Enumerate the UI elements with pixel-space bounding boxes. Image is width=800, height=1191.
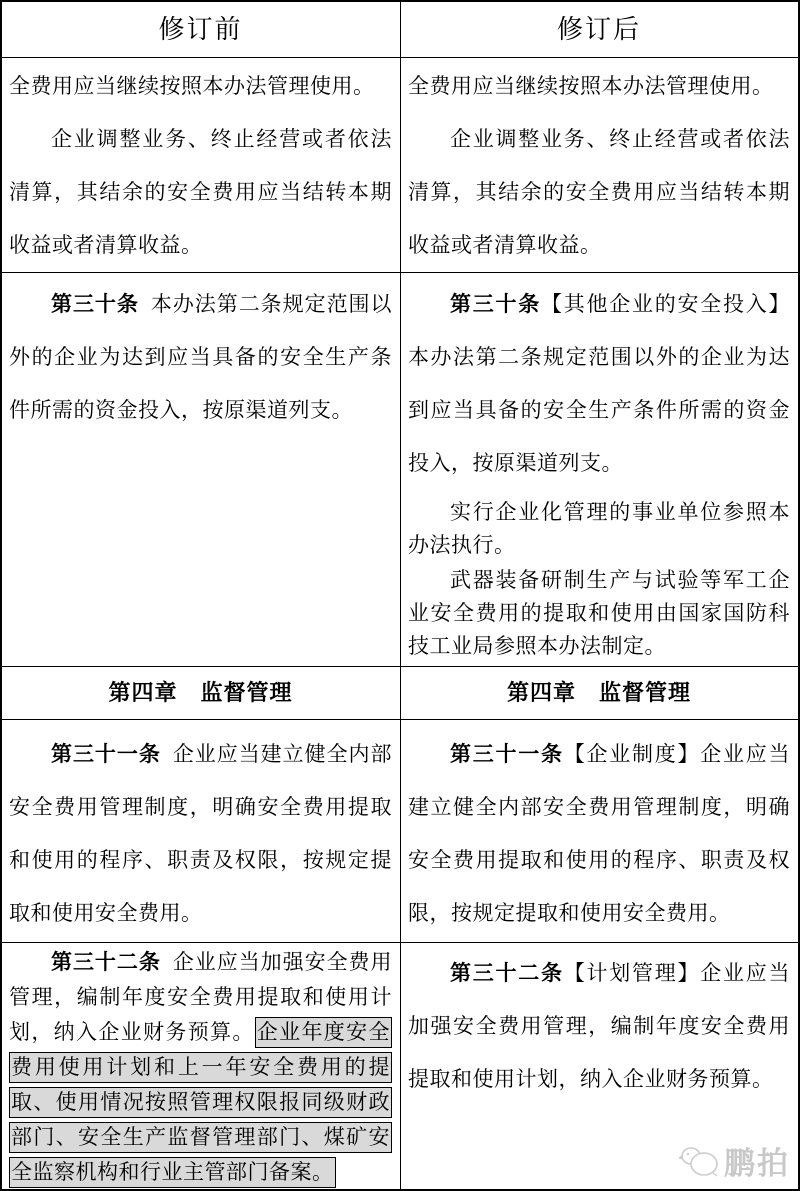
article-body: 企业应当建立健全内部安全费用管理制度，明确安全费用提取和使用的程序、职责及权限，按规定提取和使用安全费用。 xyxy=(408,743,790,925)
chapter-heading-before xyxy=(2,666,400,719)
paragraph xyxy=(9,728,392,940)
cell-transition-after xyxy=(400,57,798,272)
paragraph xyxy=(408,947,790,1106)
article-label: 【计划管理】 xyxy=(563,962,701,985)
article-body: 企业应当加强安全费用管理，编制年度安全费用提取和使用计划，纳入企业财务预算。 xyxy=(408,962,790,1091)
article-number: 第三十一条 xyxy=(51,743,161,766)
article-number: 第三十条 xyxy=(51,293,139,316)
chapter-heading-after xyxy=(400,666,798,719)
penpai-bird-icon xyxy=(679,1143,721,1179)
cell-article31-after xyxy=(400,719,798,942)
watermark-label: 鹏拍 xyxy=(724,1146,790,1181)
article-number: 第三十条 xyxy=(450,293,541,316)
watermark xyxy=(679,1138,790,1183)
column-header-before xyxy=(2,2,400,57)
article-number: 第三十一条 xyxy=(450,743,564,766)
paragraph: 武器装备研制生产与试验等军工企业安全费用的提取和使用由国家国防科技工业局参照本办法制定。 xyxy=(408,569,790,658)
column-header-after xyxy=(400,2,798,57)
article-number: 第三十二条 xyxy=(51,951,161,974)
article-body: 本办法第二条规定范围以外的企业为达到应当具备的安全生产条件所需的资金投入，按原渠道列支。 xyxy=(9,293,393,422)
article-number: 第三十二条 xyxy=(450,962,564,985)
chapter-heading-label: 第四章 监督管理 xyxy=(108,680,293,705)
paragraph xyxy=(408,278,790,490)
paragraph: 全费用应当继续按照本办法管理使用。 xyxy=(408,75,774,98)
paragraph: 全费用应当继续按照本办法管理使用。 xyxy=(9,75,375,98)
cell-article30-before xyxy=(2,272,400,666)
column-header-before-label: 修订前 xyxy=(158,14,243,44)
paragraph xyxy=(408,728,790,940)
paragraph: 实行企业化管理的事业单位参照本办法执行。 xyxy=(408,501,790,557)
article-body: 企业应当加强安全费用管理，编制年度安全费用提取和使用计划，纳入企业财务预算。 xyxy=(9,951,393,1044)
column-header-after-label: 修订后 xyxy=(556,14,641,44)
cell-article30-after xyxy=(400,272,798,666)
article-body: 本办法第二条规定范围以外的企业为达到应当具备的安全生产条件所需的资金投入，按原渠道列支。 xyxy=(408,346,790,475)
cell-article31-before xyxy=(2,719,400,942)
paragraph: 企业调整业务、终止经营或者依法清算，其结余的安全费用应当结转本期收益或者清算收益。 xyxy=(9,128,392,257)
article-label: 【其他企业的安全投入】 xyxy=(541,293,790,316)
cell-transition-before xyxy=(2,57,400,272)
paragraph xyxy=(9,945,392,1189)
article-label: 【企业制度】 xyxy=(563,743,701,766)
highlighted-addition: 企业年度安全费用使用计划和上一年安全费用的提取、使用情况按照管理权限报同级财政部门、安全生产监督管理部门、煤矿安全监察机构和行业主管部门备案。 xyxy=(9,1017,392,1188)
chapter-heading-label: 第四章 监督管理 xyxy=(506,680,691,705)
cell-article32-before xyxy=(2,942,400,1189)
article-body: 企业应当建立健全内部安全费用管理制度，明确安全费用提取和使用的程序、职责及权限，按规定提取和使用安全费用。 xyxy=(9,743,393,925)
paragraph xyxy=(9,278,392,437)
paragraph: 企业调整业务、终止经营或者依法清算，其结余的安全费用应当结转本期收益或者清算收益。 xyxy=(408,128,790,257)
